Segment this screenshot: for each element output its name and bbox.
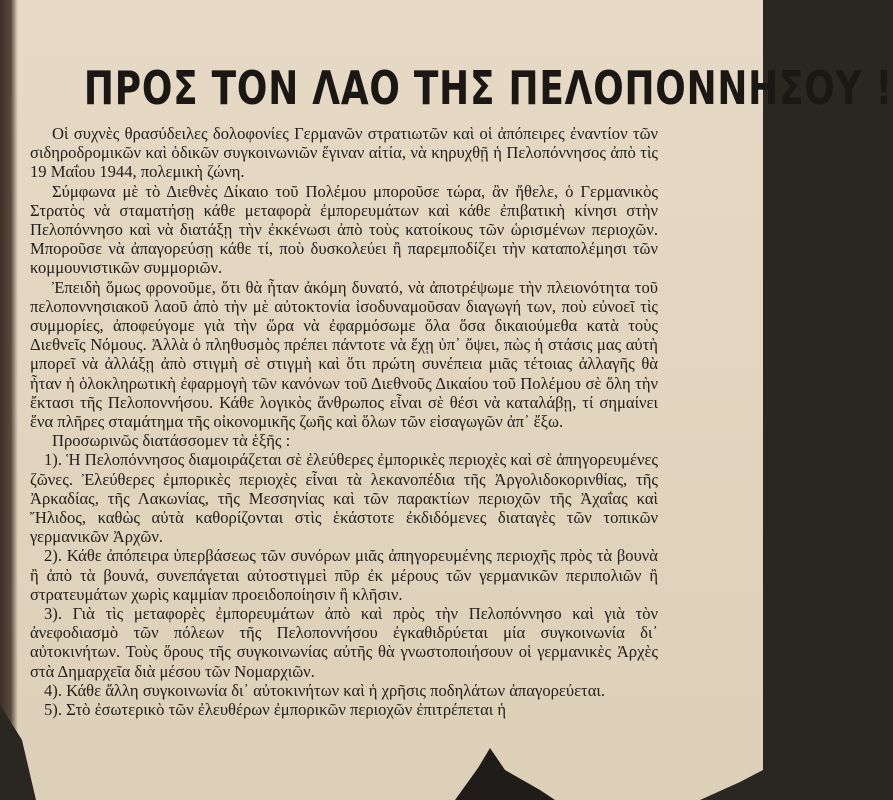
- paragraph-orders-intro: Προσωρινῶς διατάσσομεν τὰ ἑξῆς :: [52, 431, 291, 451]
- document-title: ΠΡΟΣ ΤΟΝ ΛΑΟ ΤΗΣ ΠΕΛΟΠΟΝΝΗΣΟΥ !: [83, 60, 893, 115]
- order-item-3: 3). Γιὰ τὶς μεταφορὲς ἐμπορευμάτων ἀπὸ καὶ πρὸς τὴν Πελοπόννησο καὶ γιὰ τὸν ἀνεφοδιασμὸ τῶν πόλεων τῆς Πελοποννήσου ἐγκαθιδρύεται μία συγκοινωνία δι᾽ αὐτοκινήτων. Τοὺς ὅρους τῆς συγκοινωνίας αὐτῆς θὰ γνωστοποιήσουν οἱ γερμανικὲς Ἀρχὲς στὰ Δημαρχεῖα διὰ μέσου τῶν Νομαρχιῶν.: [30, 604, 658, 681]
- order-item-5: 5). Στὸ ἐσωτερικὸ τῶν ἐλευθέρων ἐμπορικῶν περιοχῶν ἐπιτρέπεται ἡ: [44, 700, 507, 720]
- order-item-4: 4). Κάθε ἄλλη συγκοινωνία δι᾽ αὐτοκινήτων καὶ ἡ χρῆσις ποδηλάτων ἀπαγορεύεται.: [44, 680, 606, 700]
- paragraph-warning: Ἐπειδὴ ὅμως φρονοῦμε, ὅτι θὰ ἦταν ἀκόμη δυνατό, νὰ ἀποτρέψωμε τὴν πλειονότητα τοῦ πελοποννησιακοῦ λαοῦ ἀπὸ τὴν μὲ αὐτοκτονία ἰσοδυναμοῦσαν διαγωγή των, ποὺ εὐνοεῖ τὶς συμμορίες, ἀποφεύγομε γιὰ τὴν ὥρα νὰ ἐφαρμόσωμε ὅλα ὅσα δικαιούμεθα κατὰ τοὺς Διεθνεῖς Νόμους. Ἀλλὰ ὁ πληθυσμὸς πρέπει πάντοτε νὰ ἔχῃ ὑπ᾽ ὄψει, πὼς ἡ στάσις μας αὐτὴ μπορεῖ νὰ ἀλλάξῃ ἀπὸ στιγμὴ σὲ στιγμὴ καὶ ὅτι πρώτη συνέπεια μιᾶς τέτοιας ἀλλαγῆς θὰ ἦταν ἡ ὁλοκληρωτικὴ ἐφαρμογὴ τῶν κανόνων τοῦ Διεθνοῦς Δικαίου τοῦ Πολέμου σὲ ὅλη τὴν ἔκτασι τῆς Πελοποννήσου. Κάθε λογικὸς ἄνθρωπος εἶναι σὲ θέσι νὰ καταλάβῃ, τί σημαίνει ἕνα πλῆρες σταμάτημα τῆς οἰκονομικῆς ζωῆς καὶ ὅλων τῶν εἰσαγωγῶν ἀπ᾽ ἔξω.: [30, 277, 658, 432]
- order-item-1: 1). Ἡ Πελοπόννησος διαμοιράζεται σὲ ἐλεύθερες ἐμπορικὲς περιοχὲς καὶ σὲ ἀπηγορευμένες ζῶνες. Ἐλεύθερες ἐμπορικὲς περιοχὲς εἶναι τὰ λεκανοπέδια τῆς Ἀργολιδοκορινθίας, τῆς Ἀρκαδίας, τῆς Λακωνίας, τῆς Μεσσηνίας καὶ τῶν παρακτίων περιοχῶν τῆς Ἀχαΐας καὶ Ἤλιδος, καθὼς αὐτὰ καθορίζονται στὶς ἑκάστοτε ἐκδιδόμενες διαταγὲς τῶν τοπικῶν γερμανικῶν Ἀρχῶν.: [30, 450, 658, 547]
- order-item-2: 2). Κάθε ἀπόπειρα ὑπερβάσεως τῶν συνόρων μιᾶς ἀπηγορευμένης περιοχῆς πρὸς τὰ βουνὰ ἢ ἀπὸ τὰ βουνά, συνεπάγεται αὐτοστιγμεὶ πῦρ ἐκ μέρους τῶν γερμανικῶν περιπολιῶν ἢ στρατευμάτων χωρὶς καμμίαν προειδοποίησιν ἢ κλῆσιν.: [30, 546, 658, 604]
- paragraph-law: Σύμφωνα μὲ τὸ Διεθνὲς Δίκαιο τοῦ Πολέμου μποροῦσε τώρα, ἂν ἤθελε, ὁ Γερμανικὸς Στρατὸς νὰ σταματήσῃ κάθε μεταφορὰ ἐμπορευμάτων καὶ κάθε ἐπιβατικὴ κίνησι στὴν Πελοπόννησο καὶ νὰ διατάξῃ τὴν ἐκκένωσι ἀπὸ τοὺς κατοίκους τῶν ὡρισμένων περιοχῶν. Μποροῦσε νὰ ἀπαγορεύσῃ κάθε τί, ποὺ δυσκολεύει ἢ παρεμποδίζει τὴν καταπολέμησι τῶν κομμουνιστικῶν συμμοριῶν.: [30, 181, 658, 278]
- paragraph-intro: Οἱ συχνὲς θρασύδειλες δολοφονίες Γερμανῶν στρατιωτῶν καὶ οἱ ἀπόπειρες ἐναντίον τῶν σιδηροδρομικῶν καὶ ὁδικῶν συγκοινωνιῶν ἔγιναν αἰτία, νὰ κηρυχθῇ ἡ Πελοπόννησος ἀπὸ τὶς 19 Μαΐου 1944, πολεμικὴ ζώνη.: [30, 124, 658, 182]
